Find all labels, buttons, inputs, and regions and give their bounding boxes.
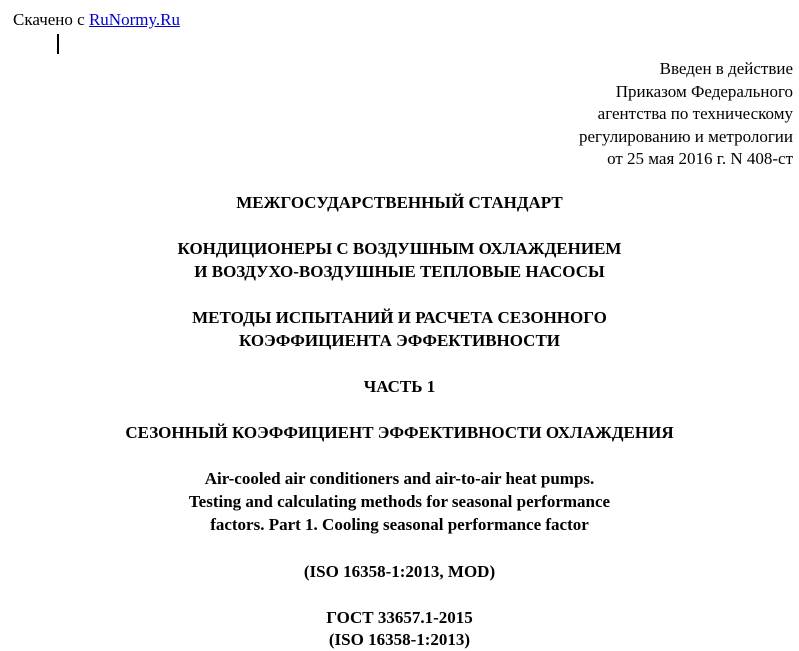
subtitle-line-2: КОЭФФИЦИЕНТА ЭФФЕКТИВНОСТИ: [238, 331, 561, 350]
subtitle-line-1: МЕТОДЫ ИСПЫТАНИЙ И РАСЧЕТА СЕЗОННОГО: [192, 308, 607, 327]
english-title-line-1: Air-cooled air conditioners and air-to-air heat pumps.: [204, 469, 595, 488]
gost-number: ГОСТ 33657.1-2015: [326, 608, 473, 627]
enactment-notice: [579, 58, 793, 171]
enactment-line-3: агентства по техническому: [597, 104, 793, 123]
source-prefix: Скачено с: [13, 10, 85, 29]
part-title: СЕЗОННЫЙ КОЭФФИЦИЕНТ ЭФФЕКТИВНОСТИ ОХЛАЖДЕНИЯ: [125, 423, 674, 442]
enactment-line-5: от 25 мая 2016 г. N 408-ст: [607, 149, 793, 168]
enactment-line-1: Введен в действие: [659, 59, 793, 78]
source-line: [13, 10, 180, 30]
english-title-line-2: Testing and calculating methods for seasonal performance: [188, 492, 611, 511]
enactment-line-4: регулированию и метрологии: [578, 126, 793, 146]
part-number: ЧАСТЬ 1: [363, 377, 436, 396]
iso-reference: (ISO 16358-1:2013, MOD): [303, 562, 496, 581]
english-title-line-3: factors. Part 1. Cooling seasonal performance factor: [210, 515, 589, 534]
title-line-2: И ВОЗДУХО-ВОЗДУШНЫЕ ТЕПЛОВЫЕ НАСОСЫ: [194, 262, 605, 281]
title-line-1: КОНДИЦИОНЕРЫ С ВОЗДУШНЫМ ОХЛАЖДЕНИЕМ: [177, 239, 622, 258]
source-link[interactable]: RuNormy.Ru: [88, 10, 180, 29]
enactment-line-2: Приказом Федерального: [615, 81, 793, 101]
text-cursor: [57, 34, 59, 54]
gost-iso: (ISO 16358-1:2013): [328, 630, 471, 649]
standard-type: МЕЖГОСУДАРСТВЕННЫЙ СТАНДАРТ: [236, 193, 563, 212]
